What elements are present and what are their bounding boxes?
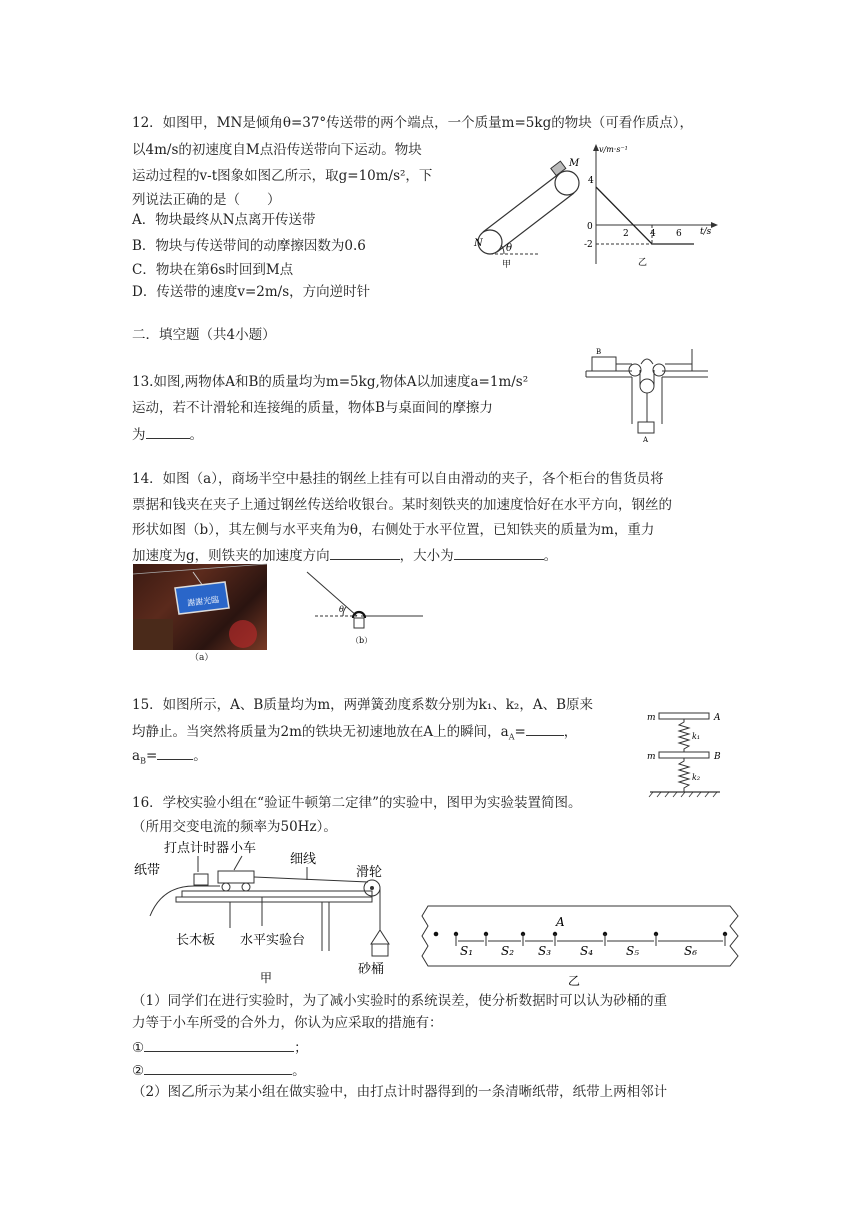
q15-line1: 15．如图所示，A、B质量均为m，两弹簧劲度系数分别为k₁、k₂，A、B原来 <box>132 697 594 713</box>
q16-part2-line1: （2）图乙所示为某小组在做实验中，由打点计时器得到的一条清晰纸带，纸带上两相邻计 <box>132 1084 668 1100</box>
q13-line3 <box>132 424 203 444</box>
q15-eq-b: = <box>145 748 158 764</box>
q16-line2: （所用交变电流的频率为50Hz）。 <box>132 819 337 835</box>
q14-magnitude-blank[interactable] <box>454 545 544 560</box>
q14-theta-label: θ <box>339 605 344 614</box>
q12-line3: 运动过程的v-t图象如图乙所示，取g=10m/s²，下 <box>132 168 433 184</box>
q12-option-d: D．传送带的速度v=2m/s，方向逆时针 <box>132 284 371 300</box>
q12-conveyor-figure <box>470 150 590 270</box>
string-label: 细线 <box>290 852 317 867</box>
vt-xlabel: t/s <box>700 227 712 237</box>
q13-line3-end: 。 <box>189 427 203 443</box>
tape-label: 纸带 <box>134 863 161 878</box>
table-label: 水平实验台 <box>240 933 306 948</box>
fig-jia-caption: 甲 <box>502 260 512 270</box>
q13-pulley-figure <box>582 344 702 444</box>
q15-eq-a: = <box>514 724 526 740</box>
q15-answer-a-blank[interactable] <box>526 721 564 736</box>
vt-graph <box>586 140 726 270</box>
q15-label-b: B <box>714 752 721 762</box>
q13-line3-start: 为 <box>132 427 146 443</box>
tape-s3: S₃ <box>538 944 552 958</box>
q14-line4-b: ，大小为 <box>399 548 454 564</box>
q16-item1 <box>132 1037 308 1057</box>
q16-apparatus-figure <box>132 836 412 984</box>
q15-line3-a: a <box>132 748 141 764</box>
vt-origin: 0 <box>587 222 593 232</box>
q16-item2-marker: ② <box>132 1063 145 1079</box>
q15-answer-b-blank[interactable] <box>157 745 193 760</box>
q14-line4 <box>132 545 557 565</box>
q16-item1-marker: ① <box>132 1040 145 1056</box>
q16-item2-end: 。 <box>292 1063 306 1079</box>
q12-line2: 以4m/s的初速度自M点沿传送带向下运动。物块 <box>132 142 422 158</box>
vt-xtick-2: 2 <box>623 229 629 239</box>
q12-option-c: C．物块在第6s时回到M点 <box>132 262 294 278</box>
q13-line1: 13.如图,两物体A和B的质量均为m=5kg,物体A以加速度a=1m/s² <box>132 374 529 390</box>
q16-line1: 16．学校实验小组在“验证牛顿第二定律”的实验中，图甲为实验装置简图。 <box>132 795 582 811</box>
q15-mass-1: m <box>647 713 656 723</box>
q16-item2 <box>132 1060 306 1080</box>
q15-k1: k₁ <box>692 732 701 741</box>
vt-xtick-6: 6 <box>676 229 682 239</box>
q13-answer-blank[interactable] <box>146 424 190 439</box>
q12-line4: 列说法正确的是（ ） <box>132 192 281 208</box>
q16-part1-line2: 力等于小车所受的合外力，你认为应采取的措施有： <box>132 1015 443 1031</box>
q14-caption-a: （a） <box>190 653 214 663</box>
q12-line1: 12．如图甲，MN是倾角θ=37°传送带的两个端点，一个质量m=5kg的物块（可看作质点）， <box>132 115 693 131</box>
section2-title: 二．填空题（共4小题） <box>132 327 276 343</box>
tape-s4: S₄ <box>580 944 594 958</box>
q15-sub-a: A <box>508 732 515 742</box>
q15-mass-2: m <box>647 752 656 762</box>
q16-item1-blank[interactable] <box>144 1037 294 1052</box>
q14-direction-blank[interactable] <box>330 545 400 560</box>
tape-s6: S₆ <box>684 944 698 958</box>
n-point-label: N <box>474 238 483 249</box>
tape-point-a: A <box>556 915 565 929</box>
q14-line2: 票据和钱夹在夹子上通过钢丝传送给收银台。某时刻铁夹的加速度恰好在水平方向，钢丝的 <box>132 497 672 513</box>
q16-part1-line1: （1）同学们在进行实验时，为了减小实验时的系统误差，使分析数据时可以认为砂桶的重 <box>132 993 668 1009</box>
q15-label-a: A <box>714 713 721 723</box>
q13-line2: 运动，若不计滑轮和连接绳的质量，物体B与桌面间的摩擦力 <box>132 400 493 416</box>
fig-yi-caption: 乙 <box>638 258 648 268</box>
vt-ytick-neg2: -2 <box>584 240 593 250</box>
fig16-jia-caption: 甲 <box>260 971 273 985</box>
q14-line4-a: 加速度为g，则铁夹的加速度方向 <box>132 548 330 564</box>
q14-caption-b: （b） <box>351 636 373 645</box>
q14-line3: 形状如图（b），其左侧与水平夹角为θ，右侧处于水平位置，已知铁夹的质量为m，重力 <box>132 522 655 538</box>
tape-s5: S₅ <box>626 944 640 958</box>
q14-line4-c: 。 <box>543 548 558 564</box>
vt-ylabel: v/m·s⁻¹ <box>599 145 628 154</box>
q15-line3 <box>132 745 207 771</box>
vt-ytick-4: 4 <box>588 176 594 186</box>
q16-item1-end: ； <box>294 1040 308 1056</box>
q15-line2-end: ， <box>563 724 578 740</box>
block-b-label: B <box>596 348 602 356</box>
block-a-label: A <box>643 436 649 444</box>
q14-photo <box>133 564 267 650</box>
q16-item2-blank[interactable] <box>144 1060 292 1075</box>
car-label: 小车 <box>230 841 257 856</box>
bucket-label: 砂桶 <box>358 962 385 977</box>
q15-line3-end: 。 <box>193 748 207 764</box>
q12-option-a: A．物块最终从N点离开传送带 <box>132 212 316 228</box>
q15-sub-b: B <box>140 756 146 766</box>
photo-sign-text: 謝謝光臨 <box>186 595 220 608</box>
q16-tape-figure <box>420 900 740 990</box>
tape-s1: S₁ <box>460 944 474 958</box>
q15-spring-figure <box>645 702 730 802</box>
q12-option-b: B．物块与传送带间的动摩擦因数为0.6 <box>132 238 366 254</box>
board-label: 长木板 <box>176 933 216 948</box>
q14-wire-figure <box>305 568 430 648</box>
q14-line1: 14．如图（a），商场半空中悬挂的钢丝上挂有可以自由滑动的夹子，各个柜台的售货员将 <box>132 471 664 487</box>
theta-label: θ <box>506 243 513 254</box>
q15-line2 <box>132 721 577 747</box>
q15-line2-text: 均静止。当突然将质量为2m的铁块无初速地放在A上的瞬间，a <box>132 724 509 740</box>
fig16-yi-caption: 乙 <box>568 974 581 988</box>
timer-label: 打点计时器 <box>164 841 230 856</box>
pulley-label: 滑轮 <box>356 865 383 880</box>
vt-xtick-4: 4 <box>650 229 656 239</box>
q15-k2: k₂ <box>692 773 701 782</box>
m-point-label: M <box>569 158 580 169</box>
tape-s2: S₂ <box>501 944 515 958</box>
